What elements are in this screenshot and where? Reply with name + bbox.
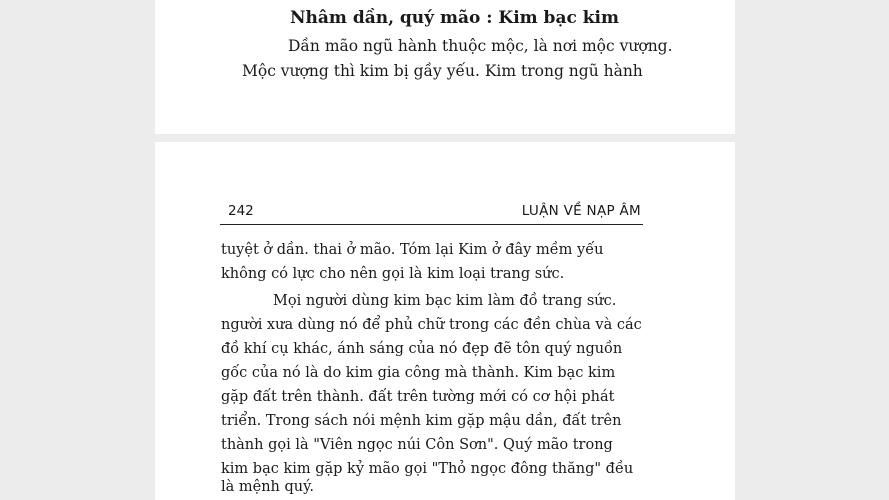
text-line: tuyệt ở dần. thai ở mão. Tóm lại Kim ở đây mềm yếu: [221, 242, 604, 258]
text-line: triển. Trong sách nói mệnh kim gặp mậu dần, đất trên: [221, 413, 622, 429]
text-line: thành gọi là "Viên ngọc núi Côn Sơn". Quý mão trong: [221, 437, 613, 453]
paragraph-start-line: Mọi người dùng kim bạc kim làm đồ trang sức.: [273, 293, 617, 309]
page-number: 242: [228, 203, 254, 219]
text-line: Dần mão ngũ hành thuộc mộc, là nơi mộc vượng.: [288, 37, 673, 55]
running-header: [220, 202, 643, 225]
text-line: đồ khí cụ khác, ánh sáng của nó đẹp đẽ tôn quý nguồn: [221, 341, 623, 357]
text-line: gặp đất trên thành. đất trên tường mới có cơ hội phát: [221, 389, 615, 405]
text-line: là mệnh quý.: [221, 479, 315, 495]
text-line: người xưa dùng nó để phủ chữ trong các đền chùa và các: [221, 317, 642, 333]
section-title: LUẬN VỀ NẠP ÂM: [521, 203, 641, 219]
text-line: gốc của nó là do kim gia công mà thành. Kim bạc kim: [221, 365, 616, 381]
section-heading: Nhâm dần, quý mão : Kim bạc kim: [290, 8, 619, 28]
text-line: Mộc vượng thì kim bị gầy yếu. Kim trong ngũ hành: [242, 62, 643, 80]
bottom-page: [155, 142, 735, 500]
top-page: [155, 0, 735, 134]
text-line: kim bạc kim gặp kỷ mão gọi "Thỏ ngọc đông thăng" đều: [221, 461, 634, 477]
text-line: không có lực cho nên gọi là kim loại trang sức.: [221, 266, 565, 282]
